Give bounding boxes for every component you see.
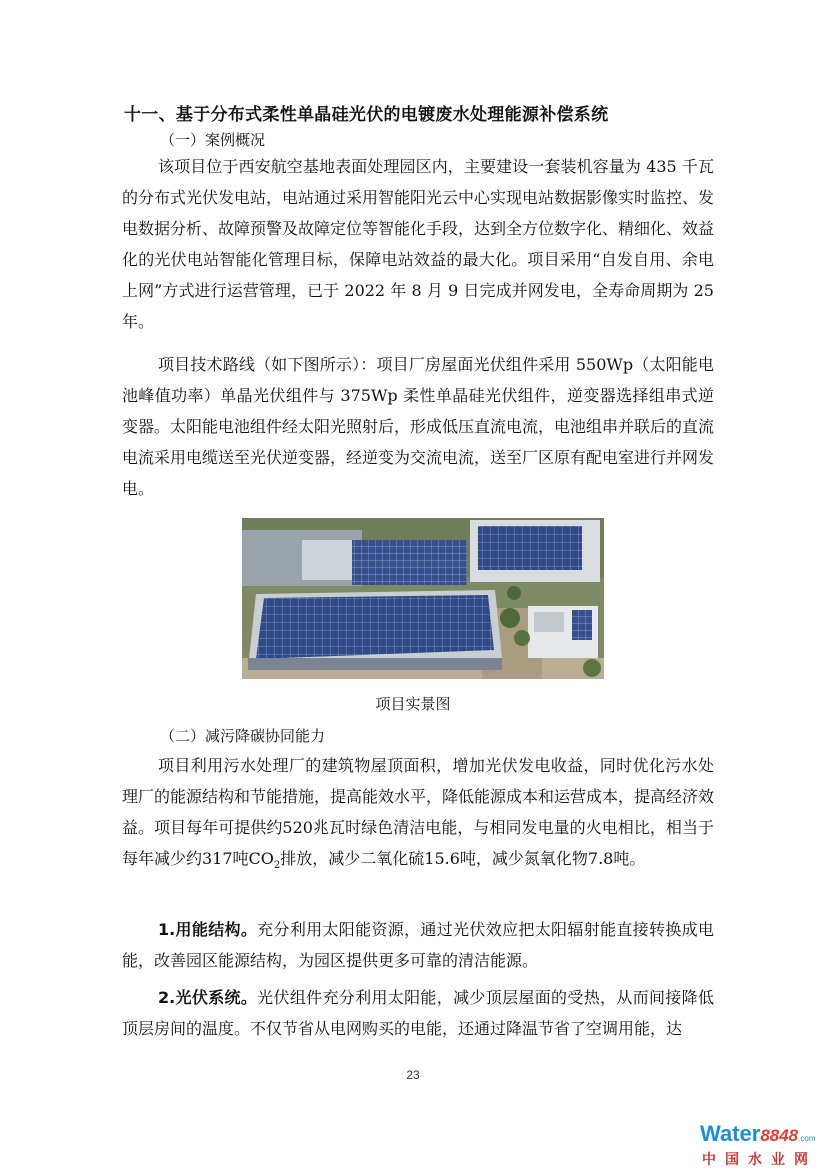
watermark-logo — [700, 1122, 820, 1166]
watermark-chinese-name: 中国水业网 — [702, 1152, 817, 1168]
energy-structure-label: 1.用能结构。 — [158, 920, 258, 939]
co2-subscript: 2 — [273, 860, 281, 872]
watermark-number: 8848 — [760, 1126, 799, 1145]
energy-structure-paragraph — [122, 914, 714, 976]
subsection-title-overview: （一）案例概况 — [160, 131, 266, 149]
energy-structure-text: 充分利用太阳能资源，通过光伏效应把太阳辐射能直接转换成电能，改善园区能源结构，为园区提供更多可靠的清洁能源。 — [122, 920, 714, 970]
figure-caption: 项目实景图 — [375, 695, 451, 713]
subsection-title-synergy: （二）减污降碳协同能力 — [160, 727, 326, 745]
page-number: 23 — [406, 1068, 420, 1082]
project-photo — [242, 518, 604, 679]
pv-system-label: 2.光伏系统。 — [158, 988, 258, 1007]
watermark-brand: Water — [700, 1121, 761, 1146]
synergy-paragraph — [122, 750, 714, 881]
watermark-domain: .com — [798, 1134, 816, 1143]
pv-system-paragraph — [122, 982, 714, 1044]
watermark-brand-line — [700, 1122, 820, 1151]
overview-paragraph-1: 该项目位于西安航空基地表面处理园区内，主要建设一套装机容量为 435 千瓦的分布式光伏发电站，电站通过采用智能阳光云中心实现电站数据影像实时监控、发电数据分析、故障预警及故障定位等智能化手段，达到全方位数字化、精细化、效益化的光伏电站智能化管理目标，保障电站效益的最大化。项目采用“自发自用、余电上网”方式进行运营管理，已于 2022 年 8 月 9 日完成并网发电，全寿命周期为 25 年。 — [122, 157, 715, 331]
overview-paragraph-2: 项目技术路线（如下图所示）：项目厂房屋面光伏组件采用 550Wp（太阳能电池峰值功率）单晶光伏组件与 375Wp 柔性单晶硅光伏组件，逆变器选择组串式逆变器。太阳能电池组件经太阳光照射后，形成低压直流电流，电池组串并联后的直流电流采用电缆送至光伏逆变器，经逆变为交流电流，送至厂区原有配电室进行并网发电。 — [122, 355, 715, 498]
synergy-text-part-2: 排放，减少二氧化硫15.6吨，减少氮氧化物7.8吨。 — [280, 849, 646, 868]
section-heading: 十一、基于分布式柔性单晶硅光伏的电镀废水处理能源补偿系统 — [124, 105, 609, 125]
synergy-text-part-1: 项目利用污水处理厂的建筑物屋顶面积，增加光伏发电收益，同时优化污水处理厂的能源结构和节能措施，提高能效水平，降低能源成本和运营成本，提高经济效益。项目每年可提供约520兆瓦时绿色清洁电能，与相同发电量的火电相比，相当于每年减少约317吨CO — [122, 756, 715, 868]
pv-system-text: 光伏组件充分利用太阳能，减少顶层屋面的受热，从而间接降低顶层房间的温度。不仅节省从电网购买的电能，还通过降温节省了空调用能，达 — [122, 988, 714, 1038]
